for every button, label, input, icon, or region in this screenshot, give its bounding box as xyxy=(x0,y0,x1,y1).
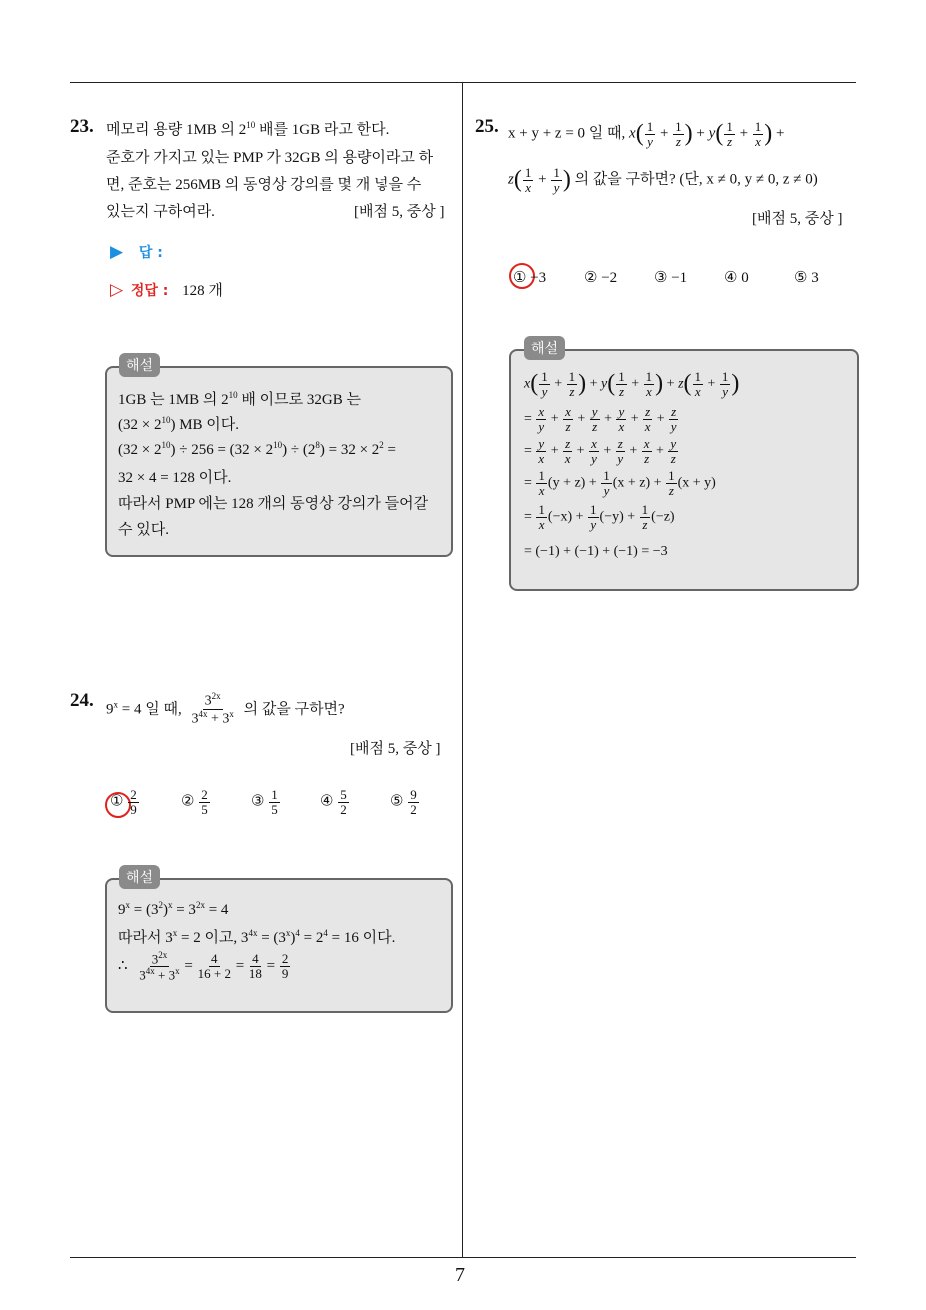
q23-solution-tag: 해설 xyxy=(119,353,160,377)
q23-stem-line1: 메모리 용량 1MB 의 $2^{10}$ 배를 1GB 라고 한다. xyxy=(106,120,390,138)
q25-sol-line4: = $\frac{1}{x}$ (y + z) + $\frac{1}{y}$ (x + z) + $\frac{1}{z}$ (x + y) xyxy=(524,468,716,498)
q25-sol-line6: = (−1) + (−1) + (−1) = −3 xyxy=(524,544,668,559)
q24-choice-3[interactable]: ③ $\frac{1}{5}$ xyxy=(251,787,278,817)
q24-number: 24. xyxy=(70,690,94,711)
column-divider xyxy=(462,82,463,1257)
q24-choice-4[interactable]: ④ $\frac{5}{2}$ xyxy=(320,787,347,817)
q23-sol-line4: 32 × 4 = 128 이다. xyxy=(118,470,232,486)
q24-choice-1[interactable]: ① $\frac{2}{9}$ xyxy=(110,787,137,817)
q24-choice-5[interactable]: ⑤ $\frac{9}{2}$ xyxy=(390,787,417,817)
q23-sol-line2: $(32 \times 2^{10})$ MB 이다. xyxy=(118,415,240,433)
q24-score: [배점 5, 중상 ] xyxy=(350,741,441,757)
correct-label: 정답 : xyxy=(130,283,169,299)
q25-choice-5[interactable]: ⑤ 3 xyxy=(794,270,819,286)
q24-stem: $9^x = 4$ 일 때, $\frac{3^{2x}}{3^{4x} + 3^x}$ 의 값을 구하면? xyxy=(106,691,345,727)
correct-value: 128 개 xyxy=(182,283,223,299)
q25-choice-2[interactable]: ② −2 xyxy=(584,270,618,286)
q23-stem-line4: 있는지 구하여라. xyxy=(106,204,215,220)
top-rule xyxy=(70,82,856,83)
answer-label: 답 : xyxy=(138,245,163,261)
q25-score: [배점 5, 중상 ] xyxy=(752,211,843,227)
q24-solution-tag: 해설 xyxy=(119,865,160,889)
q23-answer-row[interactable] xyxy=(110,242,163,262)
q23-score: [배점 5, 중상 ] xyxy=(354,204,445,220)
q24-sol-line3: ∴ $\frac{3^{2x}}{3^{4x} + 3^x}$ = $\frac{4}{16 + 2}$ = $\frac{4}{18}$ = $\frac{2}{9}$ xyxy=(118,950,289,983)
play-icon: ▶ xyxy=(110,242,124,261)
bottom-rule xyxy=(70,1257,856,1258)
q23-sol-line3: $(32 \times 2^{10}) \div 256 = (32 \times 2^{10}) \div (2^8) = 32 \times 2^2$ = xyxy=(118,440,396,458)
q25-number: 25. xyxy=(475,116,499,137)
play-outline-icon: ▷ xyxy=(110,280,124,299)
q25-choice-4[interactable]: ④ 0 xyxy=(724,270,749,286)
page-number: 7 xyxy=(455,1264,465,1286)
q23-correct-row xyxy=(110,279,223,300)
q23-number: 23. xyxy=(70,116,94,137)
q23-sol-line1: 1GB 는 1MB 의 $2^{10}$ 배 이므로 32GB 는 xyxy=(118,390,361,408)
q25-sol-line1: x( $\frac{1}{y}$ + $\frac{1}{z}$ ) + y( $\frac{1}{z}$ + $\frac{1}{x}$ ) + z( $\frac{1}{x}$ + $\frac{1}{y}$ ) xyxy=(524,369,740,399)
q24-stem-fraction: $\frac{3^{2x}}{3^{4x} + 3^x}$ xyxy=(191,691,234,727)
q25-sol-line3: = $\frac{y}{x}$ + $\frac{z}{x}$ + $\frac{x}{y}$ + $\frac{z}{y}$ + $\frac{x}{z}$ + $\frac{y}{z}$ xyxy=(524,436,677,466)
q25-stem-line1: x + y + z = 0 일 때, x( $\frac{1}{y}$ + $\frac{1}{z}$ ) + y( $\frac{1}{z}$ + $\frac{1}{x}$ ) + xyxy=(508,119,785,149)
q25-solution-tag: 해설 xyxy=(524,336,565,360)
q24-sol-line1: $9^x = (3^2)^x = 3^{2x} = 4$ xyxy=(118,900,229,918)
q25-stem-line2: z( $\frac{1}{x}$ + $\frac{1}{y}$ ) 의 값을 구하면? (단, x ≠ 0, y ≠ 0, z ≠ 0) xyxy=(508,165,818,195)
q23-stem-line2: 준호가 가지고 있는 PMP 가 32GB 의 용량이라고 하 xyxy=(106,150,434,166)
q25-choice-1[interactable]: ① −3 xyxy=(513,270,547,286)
q23-stem-line3: 면, 준호는 256MB 의 동영상 강의를 몇 개 넣을 수 xyxy=(106,177,422,193)
q23-sol-line5: 따라서 PMP 에는 128 개의 동영상 강의가 들어갈 xyxy=(118,496,429,512)
q25-sol-line2: = $\frac{x}{y}$ + $\frac{x}{z}$ + $\frac{y}{z}$ + $\frac{y}{x}$ + $\frac{z}{x}$ + $\frac{z}{y}$ xyxy=(524,404,677,434)
q23-sol-line6: 수 있다. xyxy=(118,522,169,538)
q24-choice-2[interactable]: ② $\frac{2}{5}$ xyxy=(181,787,208,817)
q25-sol-line5: = $\frac{1}{x}$ (−x) + $\frac{1}{y}$ (−y) + $\frac{1}{z}$ (−z) xyxy=(524,502,675,532)
q24-sol-line2: 따라서 $3^x = 2$ 이고, $3^{4x} = (3^x)^4 = 2^4 = 16$ 이다. xyxy=(118,928,396,946)
q25-choice-3[interactable]: ③ −1 xyxy=(654,270,688,286)
